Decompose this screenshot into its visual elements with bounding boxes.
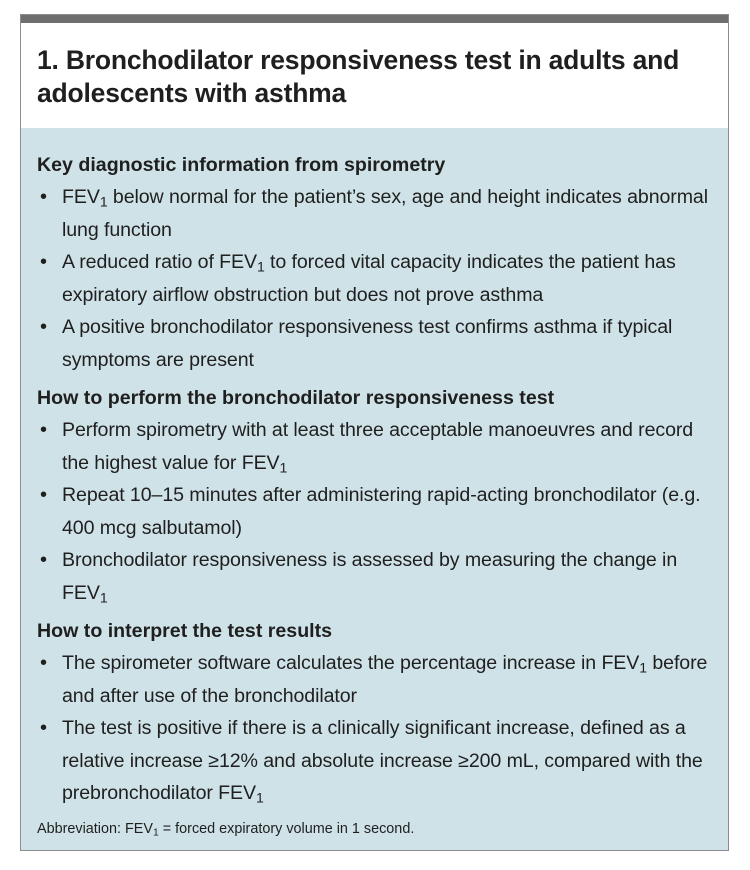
box-content: [21, 128, 728, 841]
list-item: • A reduced ratio of $FEV_1$ to forced vital capacity indicates the patient has expiratory airflow obstruction but does not prove asthma: [37, 246, 712, 311]
section-title: How to interpret the test results: [37, 620, 333, 642]
list-item: • Repeat 10–15 minutes after administering rapid-acting bronchodilator (e.g. 400 mcg salbutamol): [37, 479, 712, 544]
table-box: [20, 14, 729, 851]
section-spirometry-info: [37, 149, 712, 376]
list-item: • The spirometer software calculates the percentage increase in $FEV_1$ before and after use of the bronchodilator: [37, 647, 712, 712]
section-title: How to perform the bronchodilator responsiveness test: [37, 387, 555, 409]
abbreviation-footnote: Abbreviation: $FEV_1$ = forced expiratory volume in 1 second.: [37, 820, 415, 839]
box-title: 1. Bronchodilator responsiveness test in adults and adolescents with asthma: [37, 45, 680, 108]
list-item: • $FEV_1$ below normal for the patient’s sex, age and height indicates abnormal lung function: [37, 181, 712, 246]
top-rule: [21, 15, 728, 23]
bullet-list: [37, 414, 712, 609]
list-item: • A positive bronchodilator responsiveness test confirms asthma if typical symptoms are present: [37, 311, 712, 376]
list-item: • The test is positive if there is a clinically significant increase, defined as a relative increase ≥12% and absolute increase ≥200 mL, compared with the prebronchodilator $FEV_1$: [37, 712, 712, 810]
section-perform-test: [37, 382, 712, 609]
bullet-list: [37, 647, 712, 810]
bullet-list: [37, 181, 712, 376]
section-title: Key diagnostic information from spirometry: [37, 154, 446, 176]
section-interpret-results: [37, 615, 712, 810]
list-item: • Perform spirometry with at least three acceptable manoeuvres and record the highest value for $FEV_1$: [37, 414, 712, 479]
list-item: • Bronchodilator responsiveness is assessed by measuring the change in $FEV_1$: [37, 544, 712, 609]
box-header: [21, 23, 728, 128]
